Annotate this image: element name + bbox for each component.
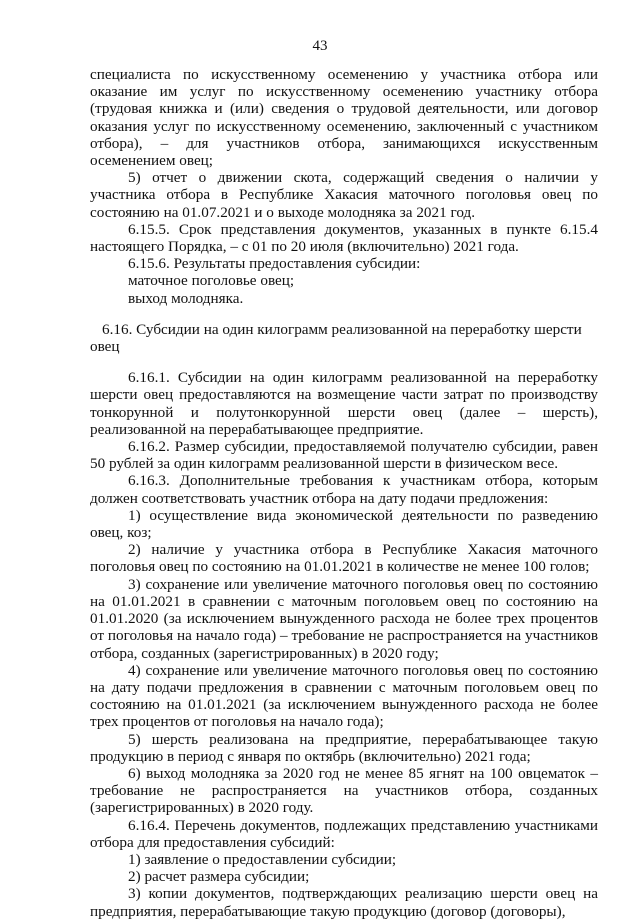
- paragraph: 1) осуществление вида экономической деятельности по разведению овец, коз;: [90, 506, 598, 542]
- paragraph: специалиста по искусственному осеменению у участника отбора или оказание им услуг по искусственному осеменению участнику отбора (трудовая книжка и (или) сведения о трудовой деятельности, или договор оказания услуг по искусственному осеменению, заключенный с участником отбора), – для участников отбора, занимающихся искусственным осеменением овец;: [90, 66, 598, 170]
- paragraph: маточное поголовье овец;: [128, 272, 295, 290]
- paragraph: 6.16.1. Субсидии на один килограмм реализованной на переработку шерсти овец предоставляются на возмещение части затрат по производству тонкорунной и полутонкорунной шерсти овец (далее – шерсть), реализованной на перерабатывающее предприятие.: [90, 369, 598, 438]
- paragraph: 3) сохранение или увеличение маточного поголовья овец по состоянию на 01.01.2021 в сравнении с маточным поголовьем овец по состоянию на 01.01.2020 (за исключением вынужденного расхода не более трех процентов от поголовья на начало года) – требование не распространяется на участников отбора, созданных (зарегистрированных) в 2020 году;: [90, 575, 598, 662]
- paragraph: 3) копии документов, подтверждающих реализацию шерсти овец на предприятия, перерабатывающие такую продукцию (договор (договоры),: [90, 885, 598, 920]
- paragraph: 6.16.4. Перечень документов, подлежащих представлению участниками отбора для предоставления субсидий:: [90, 816, 598, 851]
- paragraph: 6.16.3. Дополнительные требования к участникам отбора, которым должен соответствовать участник отбора на дату подачи предложения:: [90, 472, 598, 507]
- paragraph: выход молодняка.: [128, 289, 244, 307]
- paragraph: 6.16.2. Размер субсидии, предоставляемой получателю субсидии, равен 50 рублей за один килограмм реализованной шерсти в физическом весе.: [90, 438, 598, 473]
- section-heading: 6.16. Субсидии на один килограмм реализованной на переработку шерсти овец: [90, 320, 582, 356]
- paragraph: 4) сохранение или увеличение маточного поголовья овец по состоянию на дату подачи предложения в сравнении с маточным поголовьем овец по состоянию на 01.01.2021 (за исключением вынужденного расхода не более трех процентов от поголовья на начало года);: [90, 661, 598, 731]
- paragraph: 6.15.5. Срок представления документов, указанных в пункте 6.15.4 настоящего Порядка, – с 01 по 20 июля (включительно) 2021 года.: [90, 220, 598, 256]
- paragraph: 2) наличие у участника отбора в Республике Хакасия маточного поголовья овец по состоянию на 01.01.2021 в количестве не менее 100 голов;: [90, 541, 598, 576]
- paragraph: 1) заявление о предоставлении субсидии;: [128, 850, 397, 868]
- paragraph: 6) выход молодняка за 2020 год не менее 85 ягнят на 100 овцематок – требование не распространяется на участников отбора, созданных (зарегистрированных) в 2020 году.: [90, 764, 598, 817]
- paragraph: 6.15.6. Результаты предоставления субсидии:: [128, 255, 421, 273]
- document-body: [90, 66, 598, 920]
- page-number: 43: [312, 38, 328, 54]
- paragraph: 5) шерсть реализована на предприятие, перерабатывающее такую продукцию в период с января по октябрь (включительно) 2021 года;: [90, 730, 598, 765]
- paragraph: 2) расчет размера субсидии;: [128, 868, 310, 886]
- paragraph: 5) отчет о движении скота, содержащий сведения о наличии у участника отбора в Республике Хакасия маточного поголовья овец по состоянию на 01.07.2021 и о выходе молодняка за 2021 год.: [90, 169, 598, 221]
